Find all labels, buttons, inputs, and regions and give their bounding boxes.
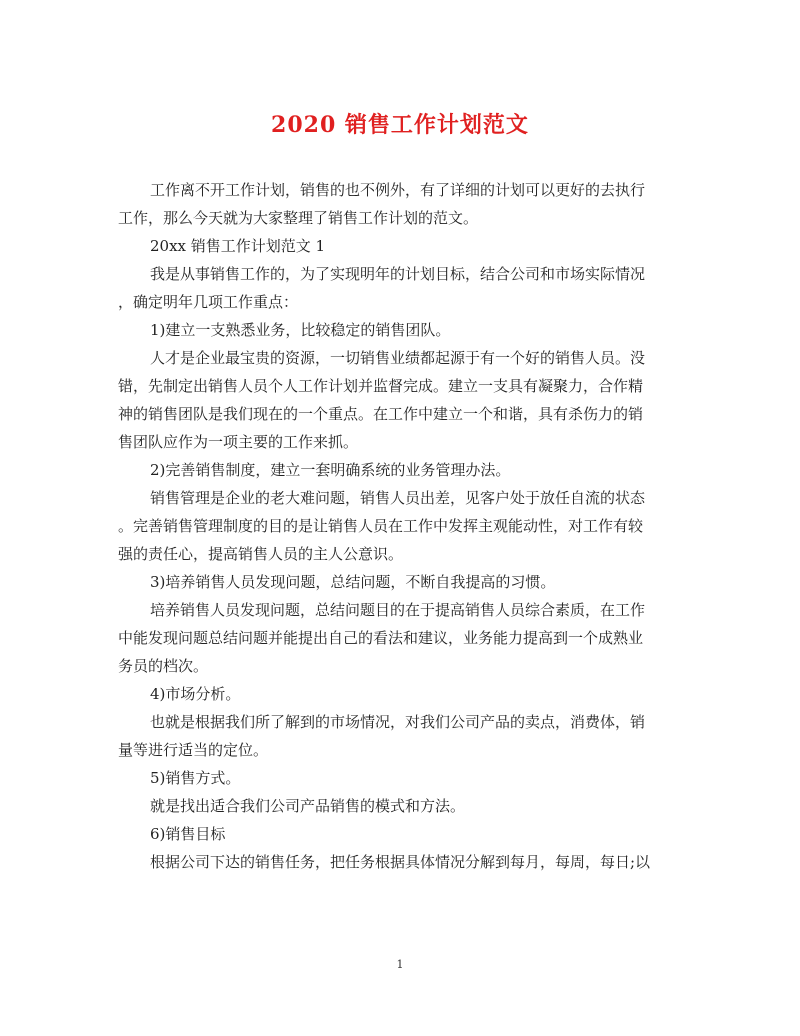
paragraph-line: 培养销售人员发现问题，总结问题目的在于提高销售人员综合素质，在工作 [150, 601, 646, 619]
document-title: 2020 销售工作计划范文 [271, 112, 529, 138]
paragraph-line: 就是找出适合我们公司产品销售的模式和方法。 [150, 797, 466, 815]
page-number: 1 [396, 958, 404, 971]
paragraph-line: 强的责任心，提高销售人员的主人公意识。 [118, 545, 404, 563]
point-heading-6 [118, 820, 684, 848]
paragraph-line: 3)培养销售人员发现问题，总结问题，不断自我提高的习惯。 [150, 573, 556, 591]
point-body-3 [118, 596, 684, 680]
paragraph-line: 工作，那么今天就为大家整理了销售工作计划的范文。 [118, 209, 479, 227]
paragraph-line: 20xx 销售工作计划范文 1 [150, 237, 326, 255]
point-heading-4 [118, 680, 684, 708]
paragraph-line: 4)市场分析。 [150, 685, 241, 703]
paragraph-line: 量等进行适当的定位。 [118, 741, 269, 759]
paragraph-line: 错，先制定出销售人员个人工作计划并监督完成。建立一支具有凝聚力，合作精 [118, 377, 644, 395]
document-body [118, 176, 684, 876]
paragraph-line: 2)完善销售制度，建立一套明确系统的业务管理办法。 [150, 461, 511, 479]
point-body-1 [118, 344, 684, 456]
point-body-5 [118, 792, 684, 820]
paragraph-context [118, 260, 684, 316]
point-heading-2 [118, 456, 684, 484]
paragraph-line: 1)建立一支熟悉业务，比较稳定的销售团队。 [150, 321, 451, 339]
paragraph-line: 人才是企业最宝贵的资源，一切销售业绩都起源于有一个好的销售人员。没 [150, 349, 646, 367]
paragraph-line: 。完善销售管理制度的目的是让销售人员在工作中发挥主观能动性，对工作有较 [118, 517, 644, 535]
paragraph-intro [118, 176, 684, 232]
paragraph-line: 销售管理是企业的老大难问题，销售人员出差，见客户处于放任自流的状态 [150, 489, 646, 507]
point-body-4 [118, 708, 684, 764]
paragraph-line: 6)销售目标 [150, 825, 226, 843]
point-heading-3 [118, 568, 684, 596]
paragraph-line: 售团队应作为一项主要的工作来抓。 [118, 433, 359, 451]
paragraph-line: 务员的档次。 [118, 657, 209, 675]
point-body-2 [118, 484, 684, 568]
paragraph-line: 神的销售团队是我们现在的一个重点。在工作中建立一个和谐，具有杀伤力的销 [118, 405, 644, 423]
paragraph-line: 根据公司下达的销售任务，把任务根据具体情况分解到每月，每周，每日;以 [150, 853, 651, 871]
paragraph-line: 工作离不开工作计划，销售的也不例外，有了详细的计划可以更好的去执行 [150, 181, 646, 199]
point-body-6 [118, 848, 684, 876]
paragraph-line: 也就是根据我们所了解到的市场情况，对我们公司产品的卖点，消费体，销 [150, 713, 646, 731]
point-heading-1 [118, 316, 684, 344]
section-heading-1 [118, 232, 684, 260]
paragraph-line: 中能发现问题总结问题并能提出自己的看法和建议，业务能力提高到一个成熟业 [118, 629, 644, 647]
paragraph-line: 我是从事销售工作的，为了实现明年的计划目标，结合公司和市场实际情况 [150, 265, 646, 283]
paragraph-line: 5)销售方式。 [150, 769, 241, 787]
paragraph-line: ，确定明年几项工作重点： [118, 293, 299, 311]
point-heading-5 [118, 764, 684, 792]
